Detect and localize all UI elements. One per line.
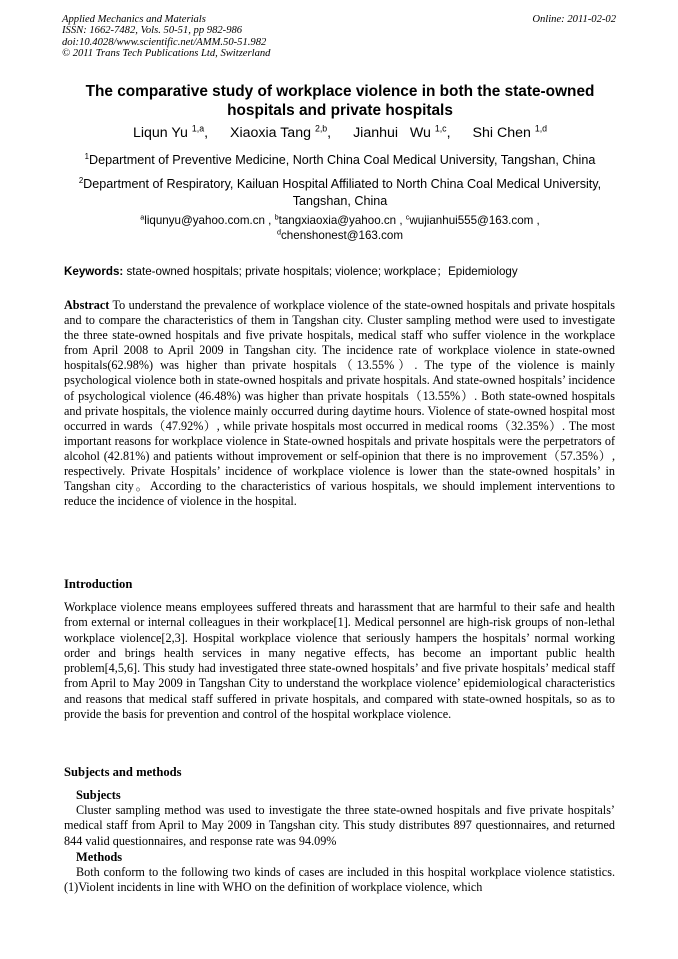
journal-header: [62, 14, 616, 59]
abstract-text: To understand the prevalence of workplace violence of the state-owned hospitals and private hospitals and to compare the characteristics of them in Tangshan city. Cluster sampling method were used to investigate the three state-owned hospitals and five private hospitals, medical staff who suffer violence in the workplace from April 2008 to April 2009 in Tangshan city. The incidence rate of workplace violence in state-owned hospitals(62.98%) was higher than private hospitals（13.55%）. The type of the violence is mainly psychological violence both in state-owned hospitals and private hospitals. And state-owned hospitals’ incidence of psychological violence (46.48%) was higher than private hospitals（13.55%）. Both state-owned hospitals and private hospitals, the violence mainly occurred during daytime hours. Violence of state-owned hospital most occurred in wards（47.92%）, while private hospitals most occurred in medical rooms（32.35%）. The most important reasons for workplace violence in State-owned hospitals and private hospitals were the perpetrators of alcohol (42.81%) and patients without improvement or self-opinion that there is no improvement（57.35%）, respectively. Private Hospitals’ incidence of workplace violence is lower than the state-owned hospitals’ in Tangshan city。According to the characteristics of various hospitals, we should implement interventions to reduce the incidence of violence in the hospital.: [64, 298, 615, 509]
abstract-label: Abstract: [64, 298, 110, 312]
methods-text: Both conform to the following two kinds of cases are included in this hospital workplace violence statistics. (1)Violent incidents in line with WHO on the definition of workplace violence, which: [64, 865, 615, 895]
author: Shi Chen $^{1,d}$: [472, 123, 548, 141]
doi-line: doi:10.4028/www.scientific.net/AMM.50-51.982: [62, 36, 267, 48]
copyright-line: © 2011 Trans Tech Publications Ltd, Switzerland: [62, 47, 271, 59]
journal-name: Applied Mechanics and Materials: [62, 14, 206, 25]
keywords-text: state-owned hospitals; private hospitals; violence; workplace；Epidemiology: [123, 265, 518, 278]
author-list: [40, 124, 640, 142]
abstract: [64, 298, 615, 509]
email-link[interactable]: liqunyu@yahoo.com.cn ,: [144, 214, 272, 227]
introduction-text: Workplace violence means employees suffered threats and harassment that are harmful to their safe and health from external or internal colleagues in their workplace[1]. Medical personnel are high-risk groups of non-lethal workplace violence[2,3]. Hospital workplace violence that seriously hampers the hospitals’ normal working order and brings health services in many negative effects, has become an important public health problem[4,5,6]. This study had investigated three state-owned hospitals’ and five private hospitals’ medical staff from April to May 2009 in Tangshan City to understand the workplace violence’ epidemiological characteristics and reasons that medical staff suffered in private hospitals, and compared with state-owned hospitals, so as to provide the basis for prevention and control of the hospital workplace violence.: [64, 600, 615, 722]
email-link[interactable]: wujianhui555@163.com ,: [409, 214, 540, 227]
subjects-heading: Subjects: [76, 788, 121, 802]
subjects-text: Cluster sampling method was used to investigate the three state-owned hospitals and five private hospitals’ medical staff from April to May 2009 in Tangshan city. This study distributes 897 questionnaires, and returned 844 valid questionnaires, and response rate was 94.09%: [64, 803, 615, 848]
affiliation-1: $^1$Department of Preventive Medicine, North China Coal Medical University, Tangshan, China: [84, 152, 596, 167]
online-date: Online: 2011-02-02: [532, 14, 616, 25]
keywords: [64, 264, 616, 279]
author: Jianhui Wu $^{1,c}$,: [353, 123, 451, 141]
author-emails: $^a$liqunyu@yahoo.com.cn , $^b$tangxiaoxia@yahoo.cn , $^c$wujianhui555@163.com , $^d$chenshonest@163.com: [140, 212, 540, 243]
email-link[interactable]: tangxiaoxia@yahoo.cn ,: [278, 214, 403, 227]
paper-title: The comparative study of workplace violence in both the state-owned hospitals and private hospitals: [85, 83, 595, 119]
issn-line: ISSN: 1662-7482, Vols. 50-51, pp 982-986: [62, 25, 243, 37]
author: Liqun Yu $^{1,a}$,: [132, 123, 209, 141]
introduction-heading: Introduction: [64, 577, 133, 591]
methods-section-heading: Subjects and methods: [64, 765, 182, 779]
affiliation-2: $^2$Department of Respiratory, Kailuan Hospital Affiliated to North China Coal Medical University, Tangshan, China: [78, 176, 602, 208]
email-link[interactable]: chenshonest@163.com: [281, 229, 403, 243]
methods-heading: Methods: [76, 850, 123, 864]
keywords-label: Keywords:: [64, 265, 124, 278]
author: Xiaoxia Tang $^{2,b}$,: [230, 123, 332, 141]
